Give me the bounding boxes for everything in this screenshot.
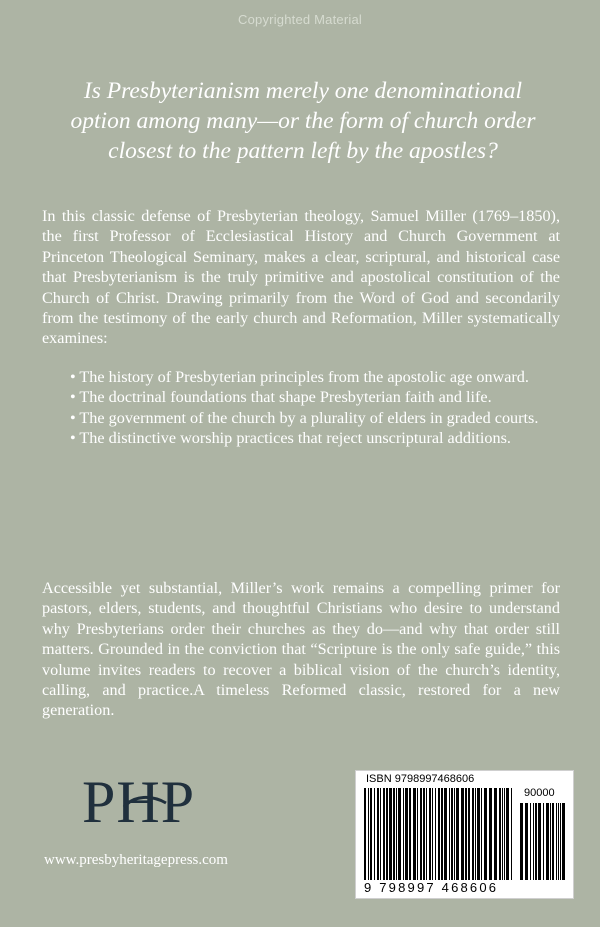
- logo-swoosh-icon: [122, 793, 168, 815]
- back-cover-tagline: Is Presbyterianism merely one denominational option among many—or the form of church order closest to the pattern left by the apostles?: [70, 78, 536, 164]
- ean-digits: 9 798997 468606: [364, 880, 499, 895]
- copyright-watermark-top: Copyrighted Material: [238, 12, 362, 27]
- topic-item: • The government of the church by a plurality of elders in graded courts.: [70, 408, 539, 427]
- topic-item: • The doctrinal foundations that shape Presbyterian faith and life.: [70, 388, 492, 407]
- topic-item: • The history of Presbyterian principles from the apostolic age onward.: [70, 368, 529, 386]
- addon-digits: 90000: [524, 787, 555, 799]
- isbn-label: ISBN 9798997468606: [366, 773, 475, 785]
- topics-list: [42, 367, 562, 449]
- intro-paragraph: In this classic defense of Presbyterian theology, Samuel Miller (1769–1850), the first Professor of Ecclesiastical History and Church Government at Princeton Theological Seminary, makes a clear, scriptural, and historical case that Presbyterianism is the truly primitive and apostolical constitution of the Church of Christ. Drawing primarily from the Word of God and secondarily from the testimony of the early church and Reformation, Miller systematically examines:: [42, 207, 560, 348]
- isbn-barcode: [355, 770, 574, 899]
- closing-paragraph: Accessible yet substantial, Miller’s work remains a compelling primer for pastors, elders, students, and thoughtful Christians who desire to understand why Presbyterians order their churches as they do—and why that order still matters. Grounded in the conviction that “Scripture is the only safe guide,” this volume invites readers to recover a biblical vision of the church’s identity, calling, and practice.A timeless Reformed classic, restored for a new generation.: [42, 579, 560, 720]
- ean-barcode-bars: [364, 788, 514, 880]
- topic-item: • The distinctive worship practices that reject unscriptural additions.: [70, 429, 511, 448]
- publisher-website: www.presbyheritagepress.com: [44, 852, 228, 868]
- publisher-logo: PHP: [82, 769, 196, 835]
- addon-barcode-bars: [520, 803, 566, 880]
